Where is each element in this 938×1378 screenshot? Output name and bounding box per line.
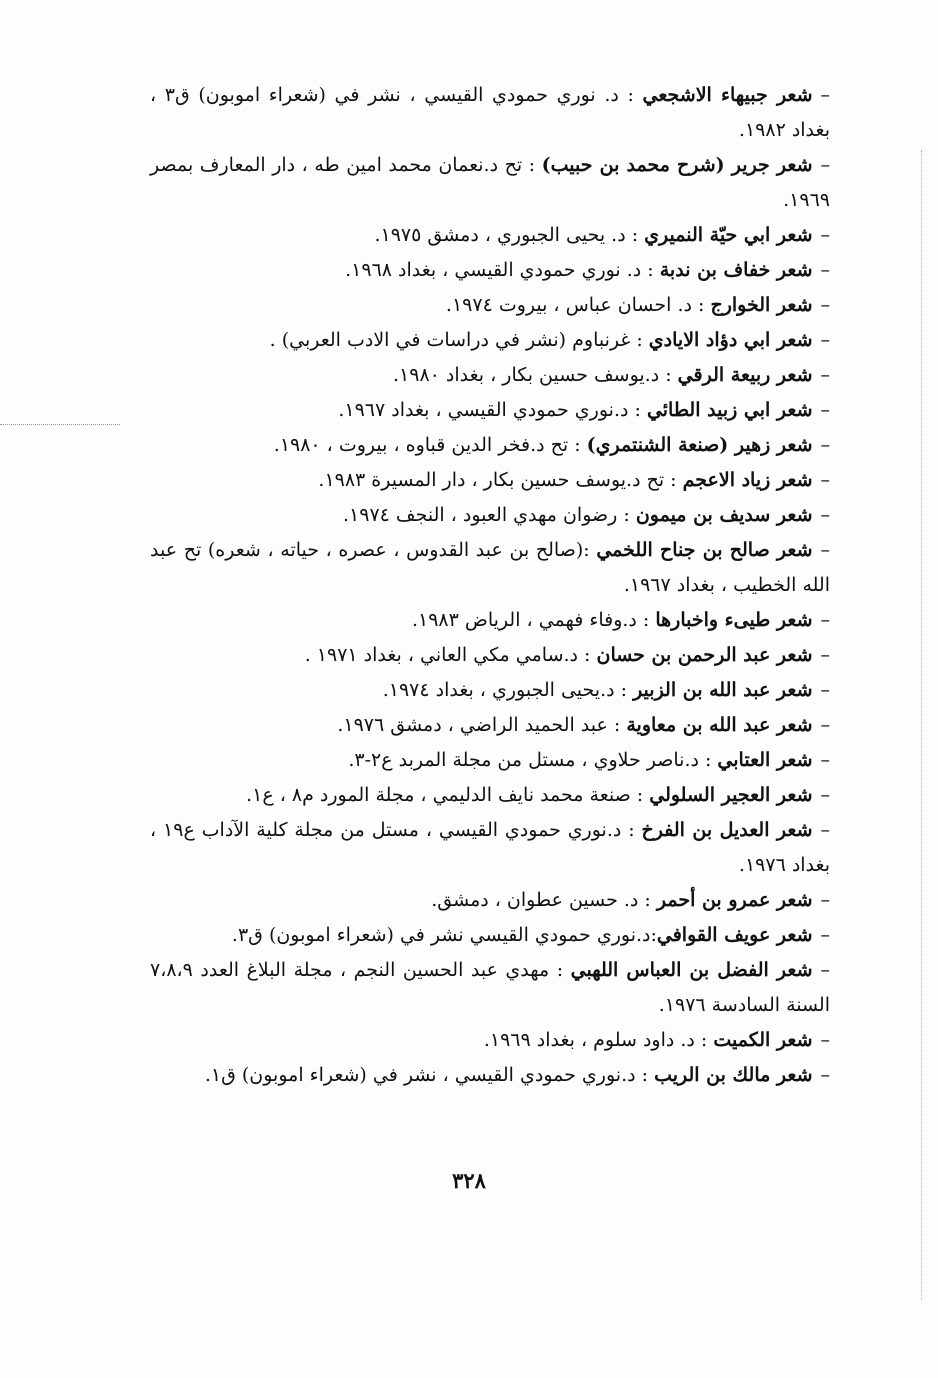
entry-title: شعر ابي حيّة النميري [644, 224, 813, 246]
entry-details: : رضوان مهدي العبود ، النجف ١٩٧٤. [343, 504, 636, 526]
entry-dash: – [820, 259, 830, 281]
entry-dash: – [820, 959, 830, 981]
bibliography-entry [150, 288, 830, 323]
entry-dash: – [820, 364, 830, 386]
entry-title: شعر العجير السلولي [649, 784, 813, 806]
entry-title: شعر زهير (صنعة الشنتمري) [586, 434, 813, 456]
bibliography-entry [150, 323, 830, 358]
entry-dash: – [820, 924, 830, 946]
entry-title: شعر خفاف بن ندبة [659, 259, 813, 281]
entry-details: : د.ناصر حلاوي ، مستل من مجلة المربد ع٢-٣. [348, 749, 718, 771]
entry-dash: – [820, 609, 830, 631]
entry-details: : تح د.نعمان محمد امين طه ، دار المعارف بمصر ١٩٦٩. [150, 154, 830, 211]
entry-title: شعر العتابي [717, 749, 813, 771]
entry-title: شعر ابي زبيد الطائي [646, 399, 813, 421]
bibliography-entry [150, 708, 830, 743]
entry-title: شعر عويف القوافي [656, 924, 813, 946]
entry-title: شعر العديل بن الفرخ [641, 819, 813, 841]
entry-dash: – [820, 224, 830, 246]
entry-title: شعر الفضل بن العباس اللهبي [570, 959, 813, 981]
bibliography-entry [150, 603, 830, 638]
entry-dash: – [820, 294, 830, 316]
bibliography-entry [150, 1023, 830, 1058]
bibliography-entry [150, 463, 830, 498]
entry-dash: – [820, 644, 830, 666]
entry-details: : د.نوري حمودي القيسي ، مستل من مجلة كلية الآداب ع١٩ ، بغداد ١٩٧٦. [150, 819, 830, 876]
bibliography-entry [150, 533, 830, 603]
entry-details: : د. نوري حمودي القيسي ، بغداد ١٩٦٨. [345, 259, 660, 281]
entry-dash: – [820, 469, 830, 491]
entry-title: شعر عبد الله بن معاوية [626, 714, 813, 736]
entry-title: شعر طيىء واخبارها [655, 609, 813, 631]
entry-dash: – [820, 1064, 830, 1086]
entry-title: شعر الكميت [713, 1029, 813, 1051]
entry-title: شعر سديف بن ميمون [635, 504, 813, 526]
bibliography-entry [150, 918, 830, 953]
bibliography-entry [150, 148, 830, 218]
entry-dash: – [820, 399, 830, 421]
entry-details: : د.وفاء فهمي ، الرياض ١٩٨٣. [411, 609, 656, 631]
entry-details: : د. حسين عطوان ، دمشق. [431, 889, 657, 911]
entry-title: شعر عبد الله بن الزبير [633, 679, 813, 701]
entry-title: شعر عمرو بن أحمر [656, 889, 813, 911]
bibliography-entry [150, 428, 830, 463]
bibliography-entry [150, 638, 830, 673]
entry-dash: – [820, 154, 830, 176]
entry-dash: – [820, 539, 830, 561]
entry-details: : مهدي عبد الحسين النجم ، مجلة البلاغ العدد ٧،٨،٩ السنة السادسة ١٩٧٦. [150, 959, 830, 1016]
bibliography-entry [150, 883, 830, 918]
bibliography-entry [150, 393, 830, 428]
entry-details: : تح د.فخر الدين قباوه ، بيروت ، ١٩٨٠. [273, 434, 587, 456]
entry-dash: – [820, 819, 830, 841]
bibliography-list [150, 78, 830, 1093]
bibliography-entry [150, 778, 830, 813]
entry-dash: – [820, 434, 830, 456]
entry-title: شعر صالح بن جناح اللخمي [596, 539, 813, 561]
entry-title: شعر جرير (شرح محمد بن حبيب) [541, 154, 813, 176]
entry-details: : د. نوري حمودي القيسي ، نشر في (شعراء اموبون) ق٣ ، بغداد ١٩٨٢. [150, 84, 830, 141]
bibliography-entry [150, 813, 830, 883]
entry-dash: – [820, 329, 830, 351]
entry-details: : د.نوري حمودي القيسي ، نشر في (شعراء اموبون) ق١. [204, 1064, 655, 1086]
entry-dash: – [820, 504, 830, 526]
entry-details: : د. يحيى الجبوري ، دمشق ١٩٧٥. [374, 224, 645, 246]
scan-artifact-margin [921, 150, 922, 1300]
entry-title: شعر مالك بن الريب [654, 1064, 813, 1086]
entry-title: شعر ابي دؤاد الايادي [648, 329, 813, 351]
page-number: ٣٢٨ [452, 1168, 486, 1193]
entry-title: شعر زياد الاعجم [682, 469, 813, 491]
entry-details: : غرنباوم (نشر في دراسات في الادب العربي) . [269, 329, 649, 351]
entry-title: شعر الخوارج [710, 294, 813, 316]
entry-details: : عبد الحميد الراضي ، دمشق ١٩٧٦. [337, 714, 627, 736]
entry-dash: – [820, 784, 830, 806]
bibliography-entry [150, 218, 830, 253]
entry-dash: – [820, 1029, 830, 1051]
entry-details: : د.يوسف حسين بكار ، بغداد ١٩٨٠. [392, 364, 678, 386]
entry-title: شعر ربيعة الرقي [677, 364, 813, 386]
entry-details: : تح د.يوسف حسين بكار ، دار المسيرة ١٩٨٣. [318, 469, 683, 491]
bibliography-entry [150, 673, 830, 708]
entry-dash: – [820, 714, 830, 736]
bibliography-entry [150, 743, 830, 778]
entry-details: : د. احسان عباس ، بيروت ١٩٧٤. [445, 294, 711, 316]
entry-title: شعر عبد الرحمن بن حسان [596, 644, 813, 666]
bibliography-entry [150, 253, 830, 288]
bibliography-entry [150, 358, 830, 393]
bibliography-entry [150, 1058, 830, 1093]
scan-artifact-line [0, 424, 120, 425]
entry-dash: – [820, 749, 830, 771]
bibliography-entry [150, 953, 830, 1023]
entry-details: : د.يحيى الجبوري ، بغداد ١٩٧٤. [382, 679, 634, 701]
entry-dash: – [820, 679, 830, 701]
entry-details: : د.سامي مكي العاني ، بغداد ١٩٧١ . [304, 644, 597, 666]
entry-details: : د. داود سلوم ، بغداد ١٩٦٩. [483, 1029, 714, 1051]
entry-title: شعر جبيهاء الاشجعي [642, 84, 813, 106]
bibliography-entry [150, 498, 830, 533]
entry-dash: – [820, 889, 830, 911]
bibliography-entry [150, 78, 830, 148]
entry-details: : صنعة محمد نايف الدليمي ، مجلة المورد م٨ ، ع١. [246, 784, 650, 806]
entry-dash: – [820, 84, 831, 106]
entry-details: : د.نوري حمودي القيسي ، بغداد ١٩٦٧. [338, 399, 647, 421]
entry-details: :د.نوري حمودي القيسي نشر في (شعراء اموبون) ق٣. [231, 924, 657, 946]
entry-details: :(صالح بن عبد القدوس ، عصره ، حياته ، شعره) تح عبد الله الخطيب ، بغداد ١٩٦٧. [150, 539, 830, 596]
